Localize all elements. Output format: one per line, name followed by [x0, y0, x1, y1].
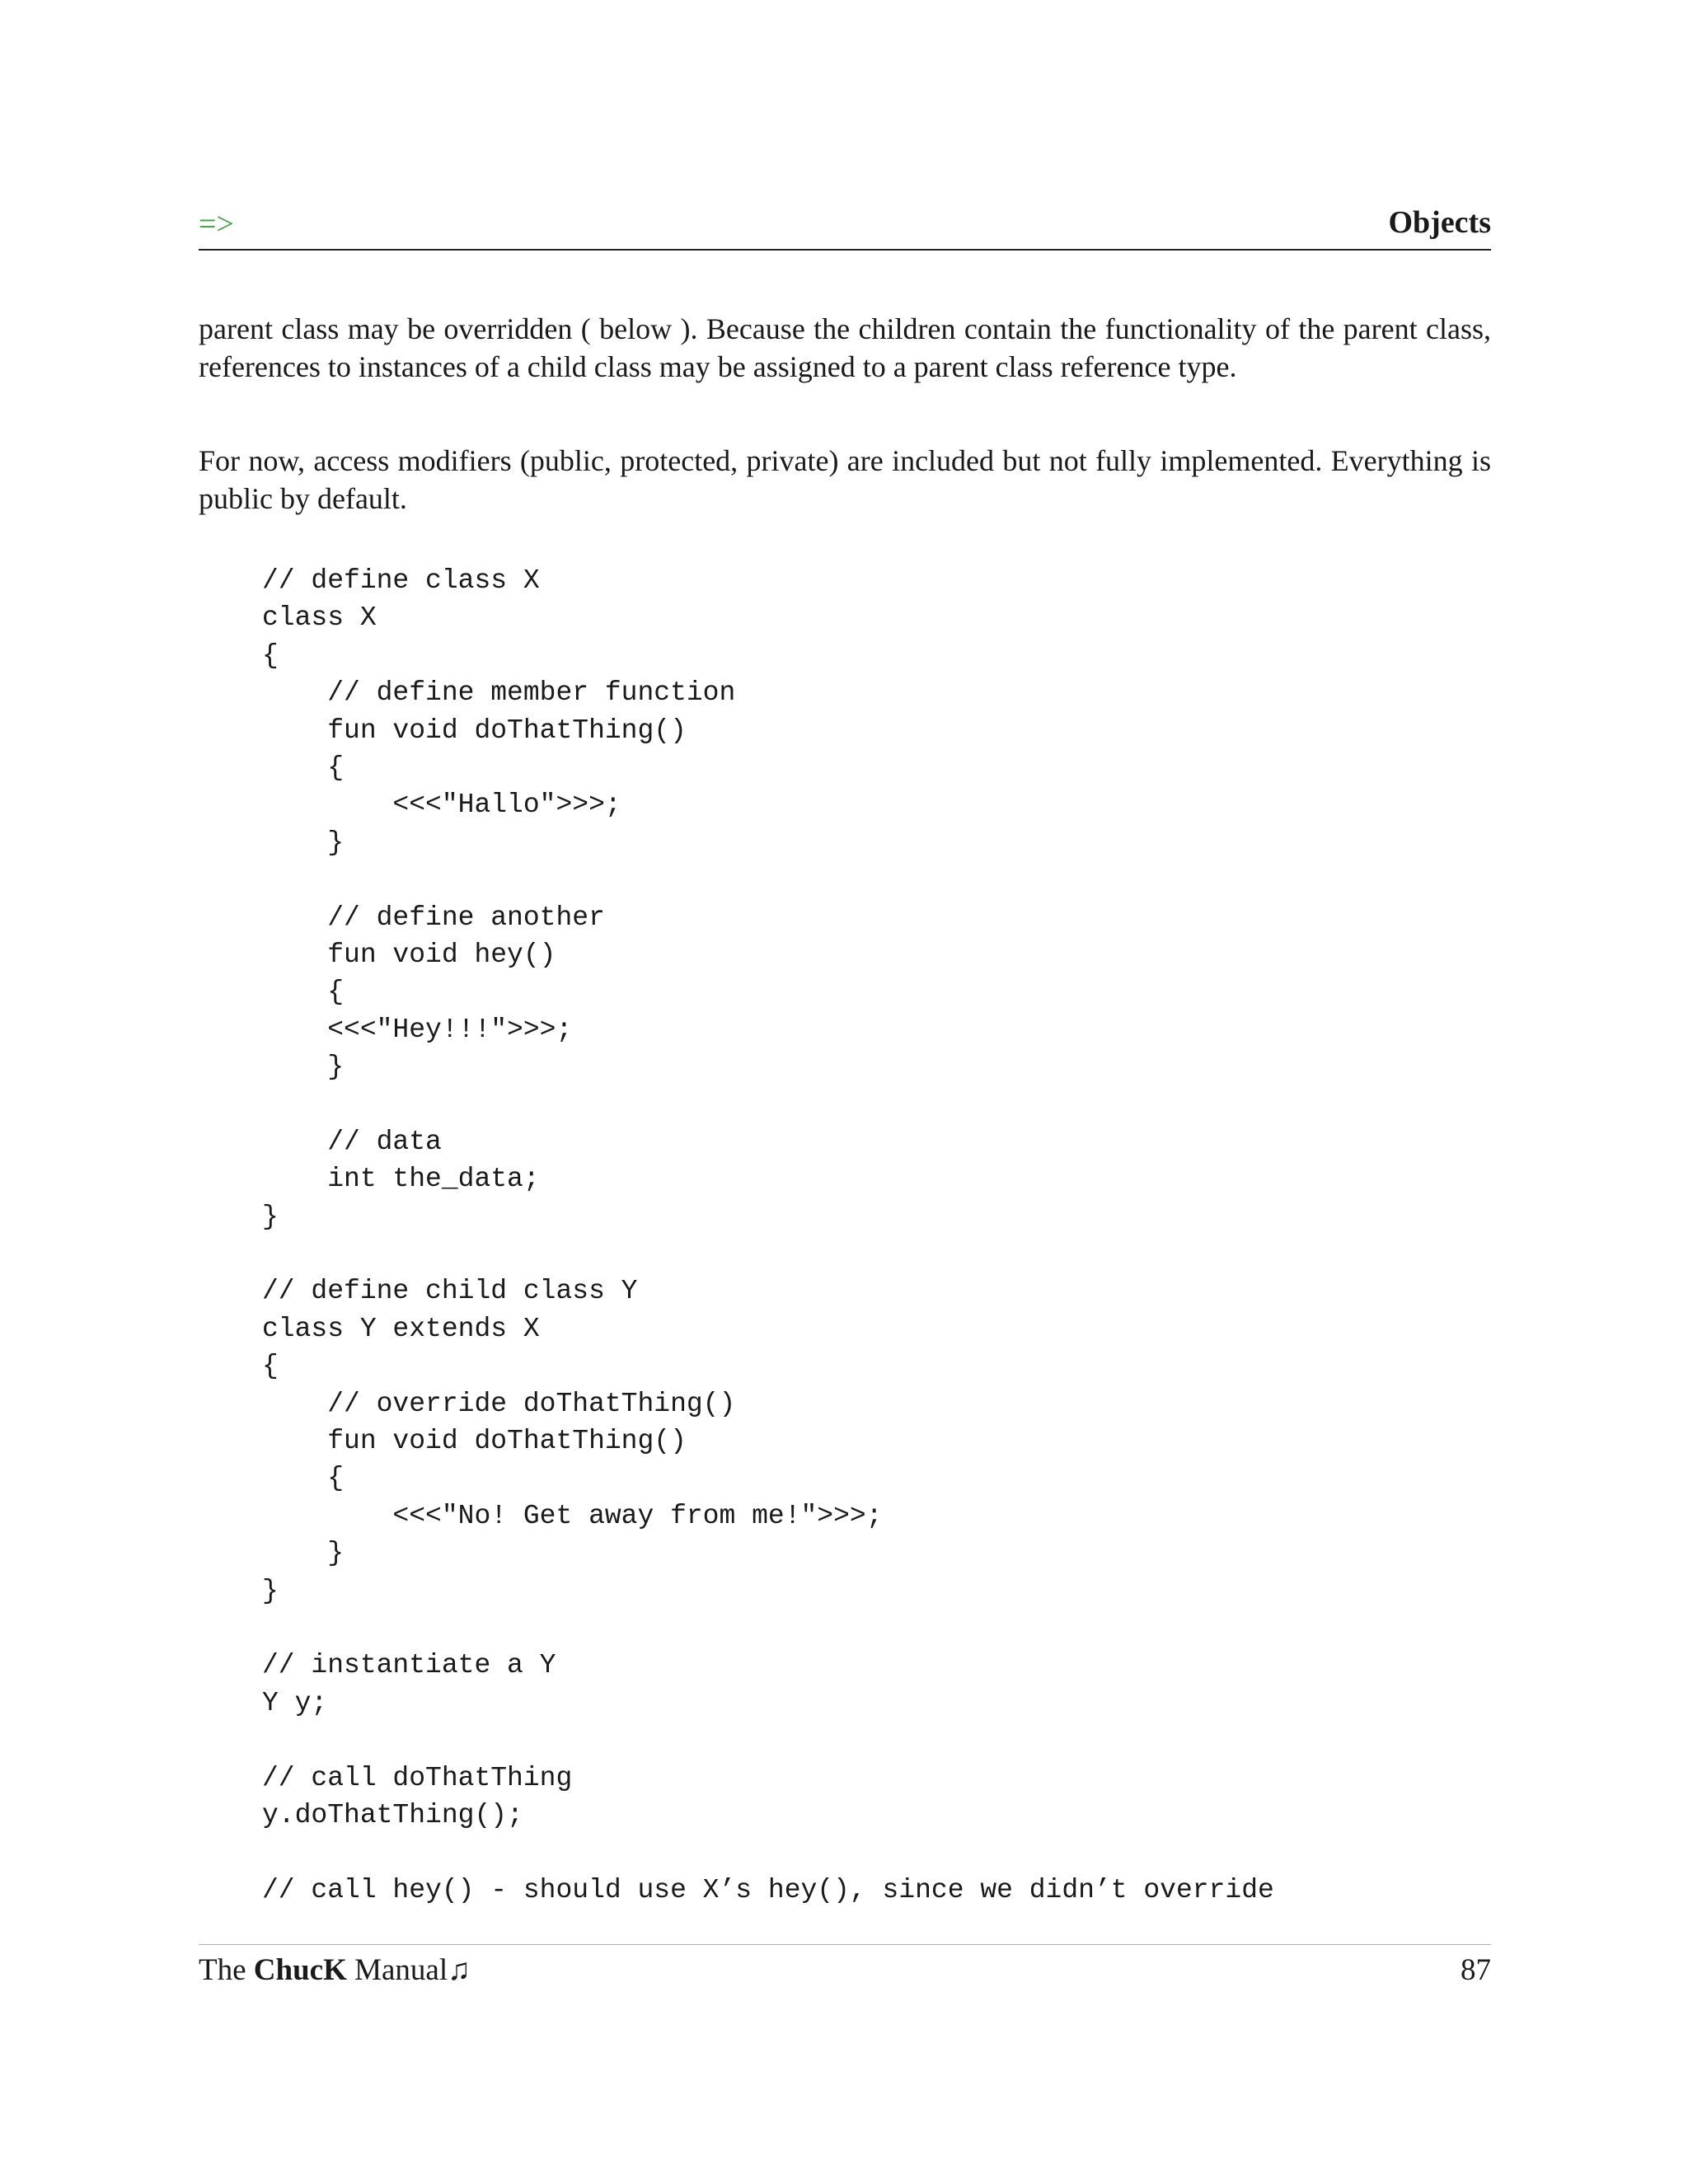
code-line: int the_data;	[262, 1164, 540, 1195]
footer-prefix: The	[199, 1953, 254, 1987]
code-line: }	[262, 827, 345, 858]
code-line: fun void doThatThing()	[262, 715, 687, 746]
code-line: {	[262, 1463, 345, 1494]
footer-divider	[199, 1944, 1491, 1945]
code-line: }	[262, 1575, 279, 1606]
code-line: y.doThatThing();	[262, 1799, 523, 1830]
code-line	[262, 1235, 1274, 1272]
code-line: // define class X	[262, 565, 540, 596]
code-listing	[262, 562, 1274, 1909]
code-line	[262, 1085, 1274, 1122]
code-line: <<<"Hey!!!">>>;	[262, 1014, 573, 1045]
paragraph-access-modifiers: For now, access modifiers (public, protected, private) are included but not fully implemented. Everything is public by default.	[199, 444, 1491, 515]
code-line: // call doThatThing	[262, 1762, 573, 1793]
code-line	[262, 1610, 1274, 1647]
code-line: fun void doThatThing()	[262, 1425, 687, 1456]
code-line: // define child class Y	[262, 1276, 638, 1307]
code-line: // instantiate a Y	[262, 1650, 556, 1681]
section-title: Objects	[1388, 205, 1491, 240]
code-line: // define member function	[262, 677, 736, 709]
page-number: 87	[1461, 1953, 1491, 1987]
code-line: // data	[262, 1126, 442, 1157]
code-line	[262, 1834, 1274, 1871]
page-header	[199, 198, 1491, 251]
code-line: {	[262, 752, 345, 783]
header-arrow-link[interactable]: =>	[199, 207, 234, 241]
code-line: }	[262, 1538, 345, 1569]
code-line: {	[262, 1351, 279, 1382]
code-line	[262, 861, 1274, 898]
code-line: // call hey() - should use X’s hey(), since we didn’t override	[262, 1874, 1274, 1905]
code-line: // override doThatThing()	[262, 1388, 736, 1419]
footer-manual-title	[199, 1952, 471, 1990]
code-line: }	[262, 1201, 279, 1232]
code-line: fun void hey()	[262, 939, 556, 970]
code-line: class X	[262, 602, 377, 634]
code-line: }	[262, 1052, 345, 1083]
footer-brand: ChucK	[253, 1953, 347, 1987]
footer-suffix: Manual♫	[346, 1953, 471, 1987]
code-line: <<<"No! Get away from me!">>>;	[262, 1500, 883, 1531]
code-line: Y y;	[262, 1687, 328, 1718]
paragraph-inheritance: parent class may be overridden ( below ). Because the children contain the functionality of the parent class, references to instances of a child class may be assigned to a parent class reference type.	[199, 312, 1491, 383]
code-line	[262, 1722, 1274, 1759]
code-line: <<<"Hallo">>>;	[262, 790, 621, 821]
code-line: {	[262, 977, 345, 1008]
code-line: {	[262, 640, 279, 671]
code-line: class Y extends X	[262, 1313, 540, 1344]
code-line: // define another	[262, 902, 605, 933]
